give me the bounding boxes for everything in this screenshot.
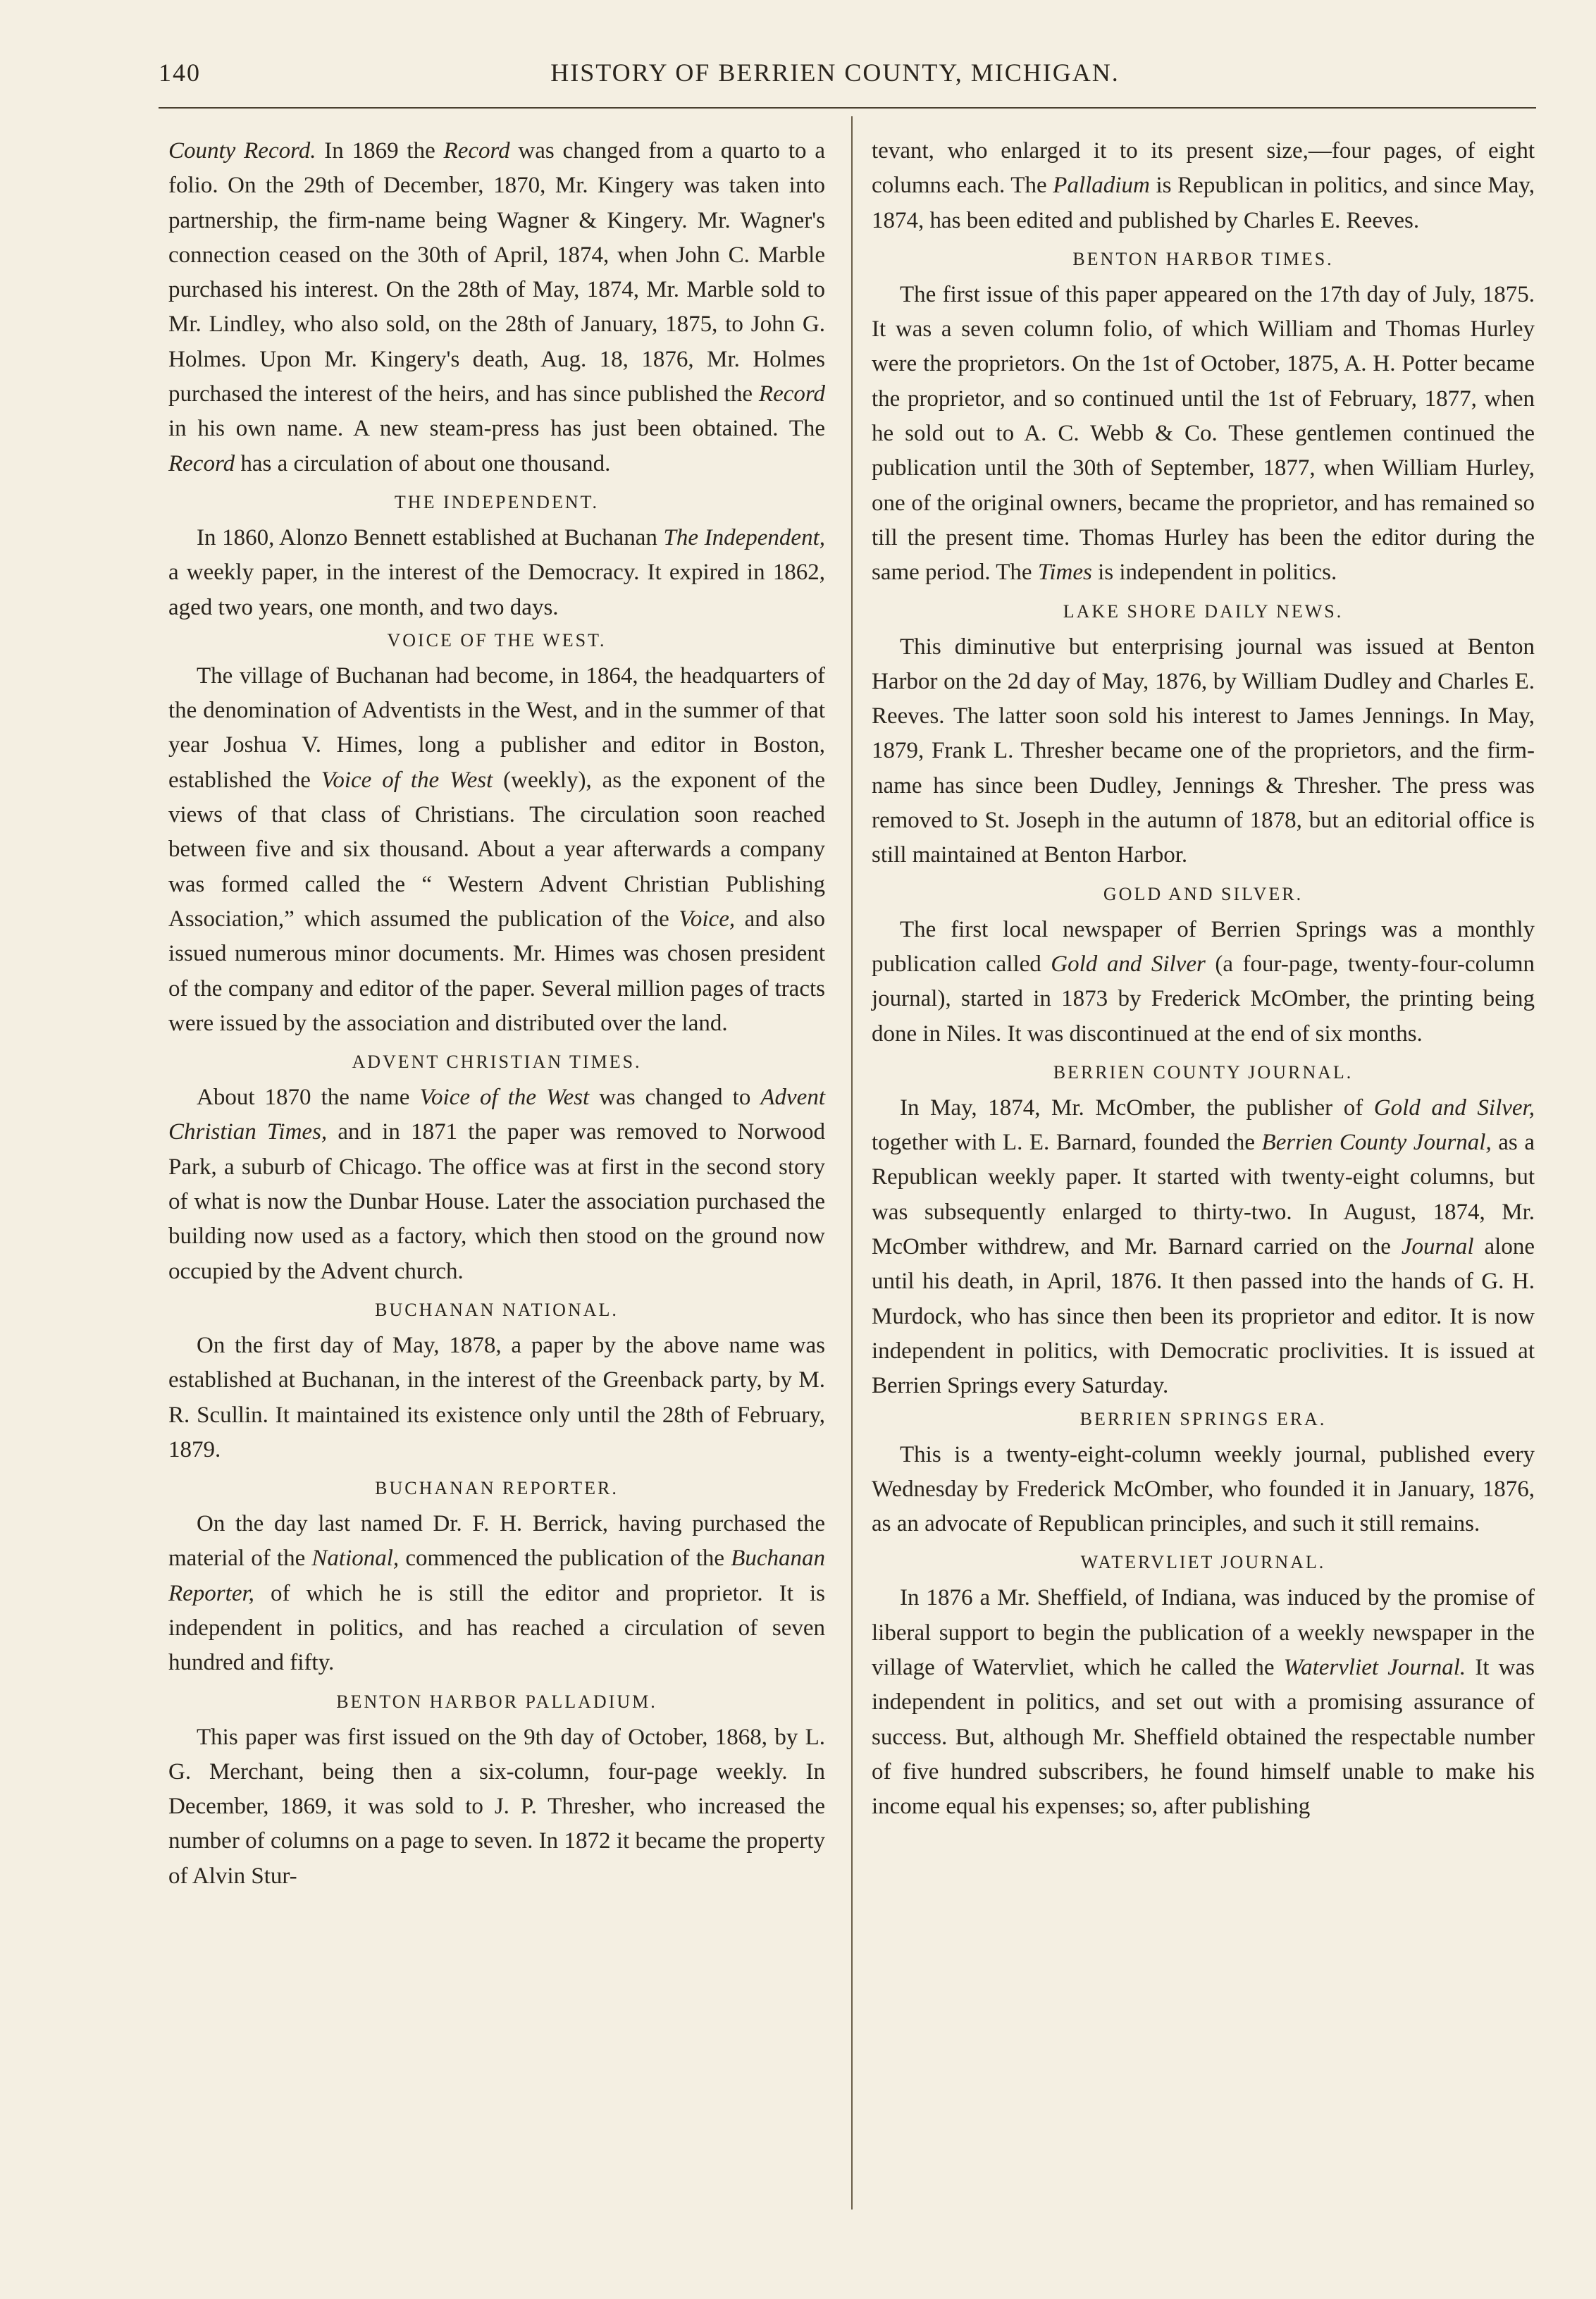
paragraph: This paper was first issued on the 9th day of October, 1868, by L. G. Merchant, being then a six-column, four-page weekly. In December, 1869, it was sold to J. P. Thresher, who increased the number of columns on a page to seven. In 1872 it became the property of Alvin Stur- bbox=[168, 1724, 825, 1889]
section-heading: BUCHANAN NATIONAL. bbox=[375, 1299, 619, 1320]
section-heading: BERRIEN SPRINGS ERA. bbox=[1080, 1408, 1327, 1429]
paragraph: On the day last named Dr. F. H. Berrick, having purchased the material of the National, commenced the publication of the Buchanan Reporter, of which he is still the editor and proprietor. It is independent in politics, and has reached a circulation of seven hundred and fifty. bbox=[168, 1511, 825, 1676]
paragraph: County Record. In 1869 the Record was changed from a quarto to a folio. On the 29th of December, 1870, Mr. Kingery was taken into partnership, the firm-name being Wagner & Kingery. Mr. Wagner's connection ceased on the 30th of April, 1874, when John C. Marble purchased his interest. On the 28th of May, 1874, Mr. Marble sold to Mr. Lindley, who also sold, on the 28th of January, 1875, to John G. Holmes. Upon Mr. Kingery's death, Aug. 18, 1876, Mr. Holmes purchased the interest of the heirs, and has since published the Record in his own name. A new steam-press has just been obtained. The Record has a circulation of about one thousand. bbox=[168, 138, 825, 476]
paragraph: The village of Buchanan had become, in 1864, the headquarters of the denomination of Adventists in the West, and in the summer of that year Joshua V. Himes, long a publisher and editor in Boston, established the Voice of the West (weekly), as the exponent of the views of that class of Christians. The circulation soon reached between five and six thousand. About a year afterwards a company was formed called the “ Western Advent Christian Publishing Association,” which assumed the publication of the Voice, and also issued numerous minor documents. Mr. Himes was chosen president of the company and editor of the paper. Several million pages of tracts were issued by the association and distributed over the land. bbox=[168, 662, 825, 1036]
paragraph: In 1860, Alonzo Bennett established at Buchanan The Independent, a weekly paper, in the interest of the Democracy. It expired in 1862, aged two years, one month, and two days. bbox=[168, 524, 825, 620]
right-column bbox=[872, 134, 1535, 1824]
left-column bbox=[168, 134, 825, 1894]
section-heading: BENTON HARBOR TIMES. bbox=[1072, 248, 1334, 269]
paragraph: On the first day of May, 1878, a paper by the above name was established at Buchanan, in the interest of the Greenback party, by M. R. Scullin. It maintained its existence only until the 28th of February, 1879. bbox=[168, 1332, 825, 1462]
section-heading: GOLD AND SILVER. bbox=[1103, 883, 1304, 904]
section-heading: LAKE SHORE DAILY NEWS. bbox=[1063, 600, 1344, 622]
paragraph: In 1876 a Mr. Sheffield, of Indiana, was induced by the promise of liberal support to begin the publication of a weekly newspaper in the village of Watervliet, which he called the Watervliet Journal. It was independent in politics, and set out with a promising assurance of success. But, although Mr. Sheffield obtained the respectable number of five hundred subscribers, he found himself unable to make his income equal his expenses; so, after publishing bbox=[872, 1585, 1535, 1820]
section-heading: BERRIEN COUNTY JOURNAL. bbox=[1053, 1061, 1354, 1083]
paragraph: tevant, who enlarged it to its present size,—four pages, of eight columns each. The Palladium is Republican in politics, and since May, 1874, has been edited and published by Charles E. Reeves. bbox=[872, 138, 1535, 233]
section-heading: WATERVLIET JOURNAL. bbox=[1080, 1552, 1326, 1573]
paragraph: In May, 1874, Mr. McOmber, the publisher of Gold and Silver, together with L. E. Barnard, founded the Berrien County Journal, as a Republican weekly paper. It started with twenty-eight columns, but was subsequently enlarged to thirty-two. In August, 1874, Mr. McOmber withdrew, and Mr. Barnard carried on the Journal alone until his death, in April, 1876. It then passed into the hands of G. H. Murdock, who has since then been its proprietor and editor. It is now independent in politics, with Democratic proclivities. It is issued at Berrien Springs every Saturday. bbox=[872, 1095, 1535, 1399]
section-heading: BENTON HARBOR PALLADIUM. bbox=[336, 1691, 657, 1712]
section-heading: ADVENT CHRISTIAN TIMES. bbox=[352, 1052, 642, 1073]
running-head: HISTORY OF BERRIEN COUNTY, MICHIGAN. bbox=[550, 58, 1120, 87]
column-divider bbox=[851, 116, 853, 2209]
section-heading: THE INDEPENDENT. bbox=[394, 491, 600, 512]
header-rule bbox=[159, 107, 1536, 109]
paragraph: This diminutive but enterprising journal was issued at Benton Harbor on the 2d day of May, 1876, by William Dudley and Charles E. Reeves. The latter soon sold his interest to James Jennings. In May, 1879, Frank L. Thresher became one of the proprietors, and the firm-name has since been Dudley, Jennings & Thresher. The press was removed to St. Joseph in the autumn of 1878, but an editorial office is still maintained at Benton Harbor. bbox=[872, 634, 1535, 868]
paragraph: About 1870 the name Voice of the West was changed to Advent Christian Times, and in 1871 the paper was removed to Norwood Park, a suburb of Chicago. The office was at first in the second story of what is now the Dunbar House. Later the association purchased the building now used as a factory, which then stood on the ground now occupied by the Advent church. bbox=[168, 1085, 825, 1284]
paragraph: This is a twenty-eight-column weekly journal, published every Wednesday by Frederick McOmber, who founded it in January, 1876, as an advocate of Republican principles, and such it still remains. bbox=[872, 1441, 1535, 1537]
paragraph: The first issue of this paper appeared on the 17th day of July, 1875. It was a seven column folio, of which William and Thomas Hurley were the proprietors. On the 1st of October, 1875, A. H. Potter became the proprietor, and so continued until the 1st of February, 1877, when he sold out to A. C. Webb & Co. These gentlemen continued the publication until the 30th of September, 1877, when William Hurley, one of the original owners, became the proprietor, and has remained so till the present time. Thomas Hurley has been the editor during the same period. The Times is independent in politics. bbox=[872, 281, 1535, 586]
section-heading: VOICE OF THE WEST. bbox=[387, 629, 607, 651]
paragraph: The first local newspaper of Berrien Springs was a monthly publication called Gold and Silver (a four-page, twenty-four-column journal), started in 1873 by Frederick McOmber, the printing being done in Niles. It was discontinued at the end of six months. bbox=[872, 916, 1535, 1047]
page-number: 140 bbox=[159, 58, 201, 87]
section-heading: BUCHANAN REPORTER. bbox=[375, 1478, 619, 1499]
page-header bbox=[159, 58, 1511, 93]
